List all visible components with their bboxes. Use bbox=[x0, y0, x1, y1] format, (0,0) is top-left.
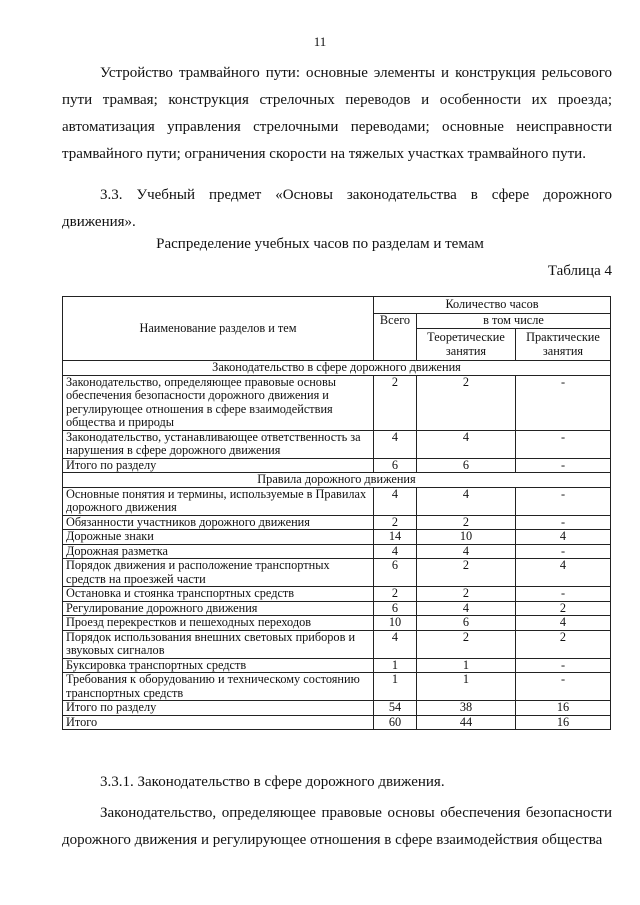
row-theory: 10 bbox=[417, 530, 516, 545]
row-practice: - bbox=[516, 375, 611, 430]
row-total: 4 bbox=[374, 544, 417, 559]
table-row bbox=[63, 430, 611, 458]
section-title: Правила дорожного движения bbox=[63, 473, 611, 488]
row-theory: 2 bbox=[417, 559, 516, 587]
paragraph-tram-track: Устройство трамвайного пути: основные элементы и конструкция рельсового пути трамвая; конструкция стрелочных переводов и особенности их проезда; автоматизация управления стрелочными переводами; основные неисправности трамвайного пути; ограничения скорости на тяжелых участках трамвайного пути. bbox=[62, 65, 612, 162]
table-row bbox=[63, 673, 611, 701]
row-theory: 4 bbox=[417, 487, 516, 515]
row-practice: - bbox=[516, 430, 611, 458]
row-practice: - bbox=[516, 544, 611, 559]
row-name: Итого bbox=[63, 715, 374, 730]
header-name-column: Наименование разделов и тем bbox=[63, 297, 374, 361]
row-total: 54 bbox=[374, 701, 417, 716]
row-name: Законодательство, определяющее правовые основы обеспечения безопасности дорожного движения и регулирующее отношения в сфере взаимодействия общества и природы bbox=[63, 375, 374, 430]
row-total: 6 bbox=[374, 458, 417, 473]
row-name: Остановка и стоянка транспортных средств bbox=[63, 587, 374, 602]
table-title: Распределение учебных часов по разделам и темам bbox=[156, 236, 484, 252]
table-row bbox=[63, 530, 611, 545]
row-theory: 4 bbox=[417, 601, 516, 616]
row-total: 10 bbox=[374, 616, 417, 631]
section-title: Законодательство в сфере дорожного движения bbox=[63, 361, 611, 376]
row-practice: 16 bbox=[516, 715, 611, 730]
row-theory: 2 bbox=[417, 587, 516, 602]
row-theory: 2 bbox=[417, 515, 516, 530]
table-row bbox=[63, 458, 611, 473]
row-theory: 6 bbox=[417, 616, 516, 631]
row-name: Требования к оборудованию и техническому состоянию транспортных средств bbox=[63, 673, 374, 701]
section-row bbox=[63, 473, 611, 488]
row-theory: 6 bbox=[417, 458, 516, 473]
row-name: Порядок движения и расположение транспортных средств на проезжей части bbox=[63, 559, 374, 587]
table-number: Таблица 4 bbox=[547, 263, 612, 279]
paragraph-subject-heading: 3.3. Учебный предмет «Основы законодательства в сфере дорожного движения». bbox=[62, 187, 612, 230]
row-name: Дорожная разметка bbox=[63, 544, 374, 559]
row-practice: - bbox=[516, 658, 611, 673]
row-practice: - bbox=[516, 673, 611, 701]
row-total: 6 bbox=[374, 601, 417, 616]
row-theory: 4 bbox=[417, 430, 516, 458]
row-name: Итого по разделу bbox=[63, 701, 374, 716]
table-row bbox=[63, 601, 611, 616]
table-row bbox=[63, 587, 611, 602]
row-practice: - bbox=[516, 458, 611, 473]
row-name: Проезд перекрестков и пешеходных переходов bbox=[63, 616, 374, 631]
row-name: Порядок использования внешних световых приборов и звуковых сигналов bbox=[63, 630, 374, 658]
table-row bbox=[63, 701, 611, 716]
row-practice: 4 bbox=[516, 616, 611, 631]
header-total: Всего bbox=[374, 314, 417, 361]
header-hours: Количество часов bbox=[374, 297, 611, 314]
row-name: Обязанности участников дорожного движения bbox=[63, 515, 374, 530]
row-practice: 4 bbox=[516, 559, 611, 587]
row-theory: 2 bbox=[417, 630, 516, 658]
header-theory: Теоретические занятия bbox=[417, 329, 516, 361]
grand-total-row bbox=[63, 715, 611, 730]
row-practice: - bbox=[516, 587, 611, 602]
hours-table bbox=[62, 296, 611, 730]
table-row bbox=[63, 616, 611, 631]
row-name: Основные понятия и термины, используемые в Правилах дорожного движения bbox=[63, 487, 374, 515]
row-total: 4 bbox=[374, 630, 417, 658]
table-row bbox=[63, 559, 611, 587]
row-theory: 4 bbox=[417, 544, 516, 559]
row-practice: - bbox=[516, 487, 611, 515]
page-number: 11 bbox=[313, 34, 327, 49]
header-including: в том числе bbox=[417, 314, 611, 329]
table-row bbox=[63, 487, 611, 515]
row-practice: - bbox=[516, 515, 611, 530]
paragraph-legislation: Законодательство, определяющее правовые основы обеспечения безопасности дорожного движения и регулирующее отношения в сфере взаимодействия общества bbox=[62, 805, 612, 848]
row-total: 1 bbox=[374, 673, 417, 701]
row-total: 1 bbox=[374, 658, 417, 673]
row-theory: 1 bbox=[417, 673, 516, 701]
table-row bbox=[63, 515, 611, 530]
row-practice: 2 bbox=[516, 601, 611, 616]
row-name: Буксировка транспортных средств bbox=[63, 658, 374, 673]
row-theory: 38 bbox=[417, 701, 516, 716]
row-name: Законодательство, устанавливающее ответственность за нарушения в сфере дорожного движения bbox=[63, 430, 374, 458]
row-theory: 44 bbox=[417, 715, 516, 730]
row-total: 6 bbox=[374, 559, 417, 587]
row-total: 4 bbox=[374, 430, 417, 458]
row-total: 2 bbox=[374, 587, 417, 602]
row-name: Итого по разделу bbox=[63, 458, 374, 473]
row-theory: 1 bbox=[417, 658, 516, 673]
table-row bbox=[63, 658, 611, 673]
row-practice: 16 bbox=[516, 701, 611, 716]
row-total: 4 bbox=[374, 487, 417, 515]
row-name: Регулирование дорожного движения bbox=[63, 601, 374, 616]
row-total: 2 bbox=[374, 375, 417, 430]
section-row bbox=[63, 361, 611, 376]
header-practice: Практические занятия bbox=[516, 329, 611, 361]
table-row bbox=[63, 630, 611, 658]
row-total: 60 bbox=[374, 715, 417, 730]
row-practice: 4 bbox=[516, 530, 611, 545]
table-row bbox=[63, 544, 611, 559]
row-name: Дорожные знаки bbox=[63, 530, 374, 545]
row-total: 14 bbox=[374, 530, 417, 545]
row-total: 2 bbox=[374, 515, 417, 530]
subsection-heading: 3.3.1. Законодательство в сфере дорожного движения. bbox=[100, 774, 445, 790]
table-row bbox=[63, 375, 611, 430]
row-practice: 2 bbox=[516, 630, 611, 658]
row-theory: 2 bbox=[417, 375, 516, 430]
